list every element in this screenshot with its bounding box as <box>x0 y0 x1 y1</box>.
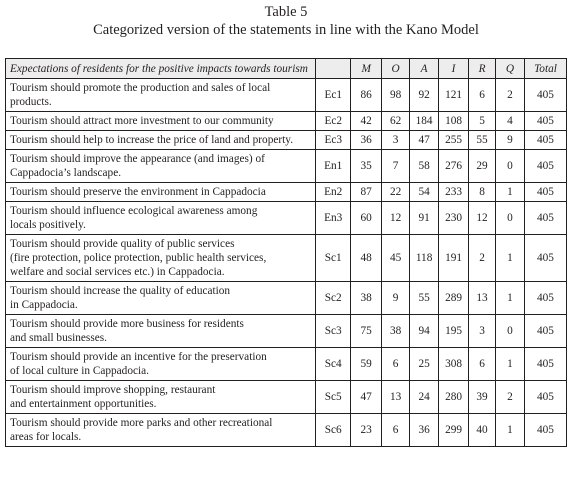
table-row <box>6 315 567 348</box>
q-value: 9 <box>496 131 525 150</box>
code-cell: Sc1 <box>316 235 351 282</box>
i-value: 191 <box>439 235 469 282</box>
code-cell: Ec1 <box>316 79 351 112</box>
statement-cell <box>6 183 316 202</box>
table-row <box>6 183 567 202</box>
r-value: 3 <box>469 315 496 348</box>
r-value: 2 <box>469 235 496 282</box>
table-body <box>6 79 567 447</box>
statement-cell <box>6 79 316 112</box>
code-cell: Sc2 <box>316 282 351 315</box>
table-title: Categorized version of the statements in line with the Kano Model <box>93 22 479 38</box>
statement-line: Tourism should influence ecological awareness among <box>10 205 258 217</box>
a-value: 94 <box>410 315 439 348</box>
o-value: 9 <box>382 282 410 315</box>
table-row <box>6 150 567 183</box>
o-value: 22 <box>382 183 410 202</box>
i-value: 195 <box>439 315 469 348</box>
statement-line: in Cappadocia. <box>10 299 78 311</box>
table-row <box>6 414 567 447</box>
q-value: 1 <box>496 235 525 282</box>
table-number: Table 5 <box>264 4 308 20</box>
a-value: 25 <box>410 348 439 381</box>
statement-cell <box>6 112 316 131</box>
header-expectations: Expectations of residents for the positive impacts towards tourism <box>6 59 316 79</box>
r-value: 12 <box>469 202 496 235</box>
total-value: 405 <box>524 131 566 150</box>
a-value: 36 <box>410 414 439 447</box>
total-value: 405 <box>524 348 566 381</box>
statement-line: areas for locals. <box>10 431 82 443</box>
header-i: I <box>439 59 469 79</box>
r-value: 13 <box>469 282 496 315</box>
statement-cell <box>6 235 316 282</box>
code-cell: En3 <box>316 202 351 235</box>
statement-cell <box>6 315 316 348</box>
o-value: 98 <box>382 79 410 112</box>
m-value: 36 <box>351 131 382 150</box>
code-cell: Sc4 <box>316 348 351 381</box>
code-cell: Ec2 <box>316 112 351 131</box>
i-value: 121 <box>439 79 469 112</box>
o-value: 6 <box>382 414 410 447</box>
a-value: 184 <box>410 112 439 131</box>
i-value: 230 <box>439 202 469 235</box>
q-value: 1 <box>496 183 525 202</box>
i-value: 108 <box>439 112 469 131</box>
statement-line: and entertainment opportunities. <box>10 398 157 410</box>
table-row <box>6 348 567 381</box>
m-value: 42 <box>351 112 382 131</box>
i-value: 255 <box>439 131 469 150</box>
code-cell: Sc6 <box>316 414 351 447</box>
statement-line: welfare and social services etc.) in Cappadocia. <box>10 266 225 278</box>
m-value: 86 <box>351 79 382 112</box>
statement-line: Tourism should provide an incentive for the preservation <box>10 351 267 363</box>
statement-cell <box>6 381 316 414</box>
o-value: 12 <box>382 202 410 235</box>
m-value: 60 <box>351 202 382 235</box>
a-value: 118 <box>410 235 439 282</box>
statement-line: Tourism should provide more business for residents <box>10 318 244 330</box>
table-row <box>6 131 567 150</box>
o-value: 3 <box>382 131 410 150</box>
total-value: 405 <box>524 79 566 112</box>
table-row <box>6 235 567 282</box>
q-value: 2 <box>496 381 525 414</box>
q-value: 0 <box>496 315 525 348</box>
code-cell: Ec3 <box>316 131 351 150</box>
total-value: 405 <box>524 282 566 315</box>
statement-cell <box>6 282 316 315</box>
statement-cell <box>6 348 316 381</box>
m-value: 35 <box>351 150 382 183</box>
header-code <box>316 59 351 79</box>
r-value: 29 <box>469 150 496 183</box>
statement-line: Tourism should promote the production and sales of local <box>10 82 271 94</box>
header-q: Q <box>496 59 525 79</box>
total-value: 405 <box>524 150 566 183</box>
statement-cell <box>6 414 316 447</box>
header-m: M <box>351 59 382 79</box>
total-value: 405 <box>524 381 566 414</box>
total-value: 405 <box>524 315 566 348</box>
statement-cell <box>6 202 316 235</box>
r-value: 40 <box>469 414 496 447</box>
header-o: O <box>382 59 410 79</box>
code-cell: Sc3 <box>316 315 351 348</box>
table-row <box>6 79 567 112</box>
r-value: 55 <box>469 131 496 150</box>
q-value: 0 <box>496 202 525 235</box>
total-value: 405 <box>524 235 566 282</box>
i-value: 299 <box>439 414 469 447</box>
m-value: 75 <box>351 315 382 348</box>
m-value: 38 <box>351 282 382 315</box>
q-value: 1 <box>496 348 525 381</box>
table-caption <box>0 3 572 40</box>
o-value: 38 <box>382 315 410 348</box>
m-value: 23 <box>351 414 382 447</box>
statement-line: Cappadocia’s landscape. <box>10 167 122 179</box>
code-cell: En1 <box>316 150 351 183</box>
statement-line: Tourism should provide quality of public services <box>10 238 235 250</box>
header-total: Total <box>524 59 566 79</box>
o-value: 6 <box>382 348 410 381</box>
statement-line: Tourism should help to increase the price of land and property. <box>10 134 294 146</box>
m-value: 87 <box>351 183 382 202</box>
r-value: 6 <box>469 79 496 112</box>
statement-line: Tourism should provide more parks and other recreational <box>10 417 273 429</box>
q-value: 2 <box>496 79 525 112</box>
table-row <box>6 202 567 235</box>
a-value: 54 <box>410 183 439 202</box>
statement-line: Tourism should preserve the environment in Cappadocia <box>10 186 266 198</box>
a-value: 47 <box>410 131 439 150</box>
r-value: 6 <box>469 348 496 381</box>
statement-line: Tourism should attract more investment to our community <box>10 115 274 127</box>
q-value: 4 <box>496 112 525 131</box>
i-value: 276 <box>439 150 469 183</box>
kano-table <box>5 58 567 447</box>
a-value: 55 <box>410 282 439 315</box>
o-value: 62 <box>382 112 410 131</box>
a-value: 24 <box>410 381 439 414</box>
statement-cell <box>6 131 316 150</box>
r-value: 39 <box>469 381 496 414</box>
o-value: 45 <box>382 235 410 282</box>
total-value: 405 <box>524 183 566 202</box>
a-value: 58 <box>410 150 439 183</box>
total-value: 405 <box>524 414 566 447</box>
statement-line: (fire protection, police protection, public health services, <box>10 252 267 264</box>
r-value: 8 <box>469 183 496 202</box>
i-value: 280 <box>439 381 469 414</box>
total-value: 405 <box>524 112 566 131</box>
i-value: 233 <box>439 183 469 202</box>
q-value: 1 <box>496 414 525 447</box>
table-row <box>6 282 567 315</box>
m-value: 59 <box>351 348 382 381</box>
statement-line: products. <box>10 96 52 108</box>
statement-line: Tourism should improve the appearance (and images) of <box>10 153 265 165</box>
o-value: 13 <box>382 381 410 414</box>
i-value: 308 <box>439 348 469 381</box>
table-row <box>6 112 567 131</box>
header-r: R <box>469 59 496 79</box>
q-value: 0 <box>496 150 525 183</box>
header-a: A <box>410 59 439 79</box>
table-row <box>6 381 567 414</box>
i-value: 289 <box>439 282 469 315</box>
statement-line: locals positively. <box>10 219 86 231</box>
m-value: 47 <box>351 381 382 414</box>
r-value: 5 <box>469 112 496 131</box>
code-cell: Sc5 <box>316 381 351 414</box>
statement-line: of local culture in Cappadocia. <box>10 365 149 377</box>
o-value: 7 <box>382 150 410 183</box>
total-value: 405 <box>524 202 566 235</box>
statement-line: Tourism should improve shopping, restaurant <box>10 384 216 396</box>
statement-line: Tourism should increase the quality of education <box>10 285 231 297</box>
m-value: 48 <box>351 235 382 282</box>
header-row <box>6 59 567 79</box>
a-value: 91 <box>410 202 439 235</box>
q-value: 1 <box>496 282 525 315</box>
a-value: 92 <box>410 79 439 112</box>
statement-cell <box>6 150 316 183</box>
statement-line: and small businesses. <box>10 332 107 344</box>
code-cell: En2 <box>316 183 351 202</box>
